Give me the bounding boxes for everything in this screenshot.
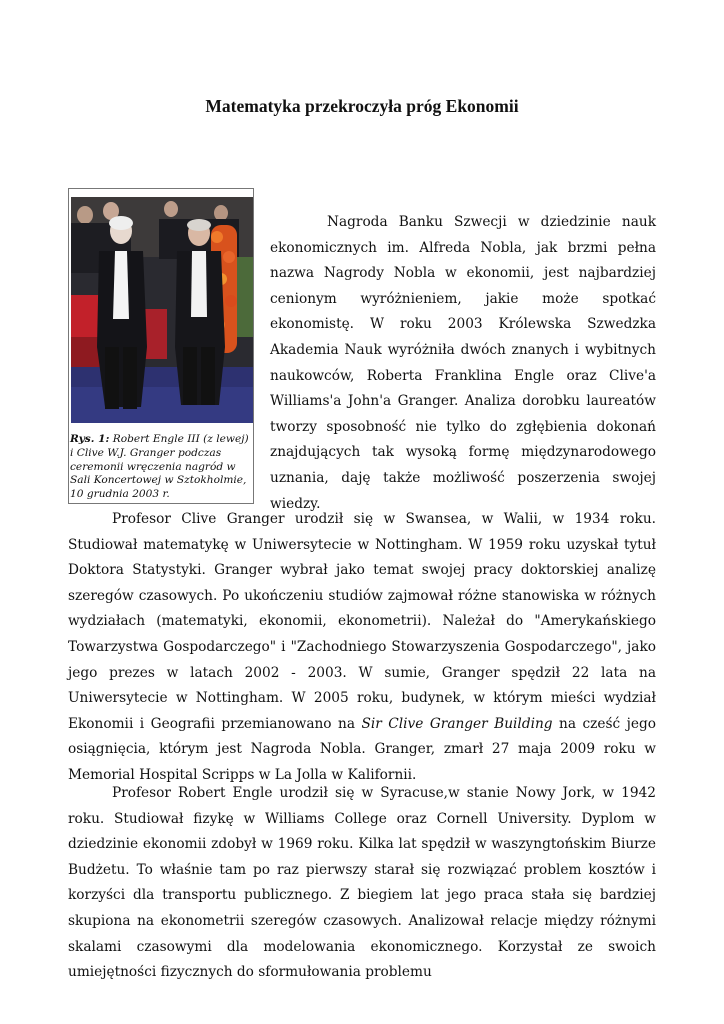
granger-text-2: na cześć jego osiągnięcia, którym jest Nagroda Nobla. Granger, zmarł 27 maja 2009 roku w Memorial Hospital Scripps w La Jolla w Kalifornii. <box>68 715 657 783</box>
caption-text: Robert Engle III (z lewej) i Clive W.J. Granger podczas ceremonii wręczenia nagród w Sali Koncertowej w Sztokholmie, 10 grudnia 2003 r. <box>70 433 249 501</box>
figure-box <box>68 188 254 504</box>
intro-paragraph: Nagroda Banku Szwecji w dziedzinie nauk ekonomicznych im. Alfreda Nobla, jak brzmi pełna nazwa Nagrody Nobla w ekonomii, jest najbardziej cenionym wyróżnieniem, jakie może spotkać ekonomistę. W roku 2003 Królewska Szwedzka Akademia Nauk wyróżniła dwóch znanych i wybitnych naukowców, Roberta Franklina Engle oraz Clive'a Williams'a John'a Granger. Analiza dorobku laureatów tworzy sposobność nie tylko do zgłębienia dokonań znajdujących tak wysoką formę międzynarodowego uznania, daję także możliwość poszerzenia swojej wiedzy. <box>270 214 656 512</box>
figure-caption <box>70 433 253 502</box>
engle-paragraph: Profesor Robert Engle urodził się w Syracuse,w stanie Nowy Jork, w 1942 roku. Studiował fizykę w Williams College oraz Cornell University. Dyplom w dziedzinie ekonomii zdobył w 1969 roku. Kilka lat spędził w waszyngtońskim Biurze Budżetu. To właśnie tam po raz pierwszy starał się rozwiązać problem kosztów i korzyści dla transportu publicznego. Z biegiem lat jego praca stała się bardziej skupiona na ekonometrii szeregów czasowych. Analizował relacje między różnymi skalami czasowymi dla modelowania ekonomicznego. Korzystał ze swoich umiejętności fizycznych do sformułowania problemu <box>68 785 656 981</box>
granger-paragraph <box>68 507 656 789</box>
ceremony-photo <box>71 197 253 423</box>
document-title: Matematyka przekroczyła próg Ekonomii <box>205 96 519 116</box>
granger-text-1: Profesor Clive Granger urodził się w Swansea, w Walii, w 1934 roku. Studiował matematykę w Uniwersytecie w Nottingham. W 1959 roku uzyskał tytuł Doktora Statystyki. Granger wybrał jako temat swojej pracy doktorskiej analizę szeregów czasowych. Po ukończeniu studiów zajmował różne stanowiska w różnych wydziałach (matematyki, ekonomii, ekonometrii). Należał do "Amerykańskiego Towarzystwa Gospodarczego" i "Zachodniego Stowarzyszenia Gospodarczego", jako jego prezes w latach 2002 - 2003. W sumie, Granger spędził 22 lata na Uniwersytecie w Nottingham. W 2005 roku, budynek, w którym mieści wydział Ekonomii i Geografii przemianowano na <box>68 511 656 732</box>
caption-label: Rys. 1: <box>70 433 110 445</box>
building-name: Sir Clive Granger Building <box>361 715 553 732</box>
